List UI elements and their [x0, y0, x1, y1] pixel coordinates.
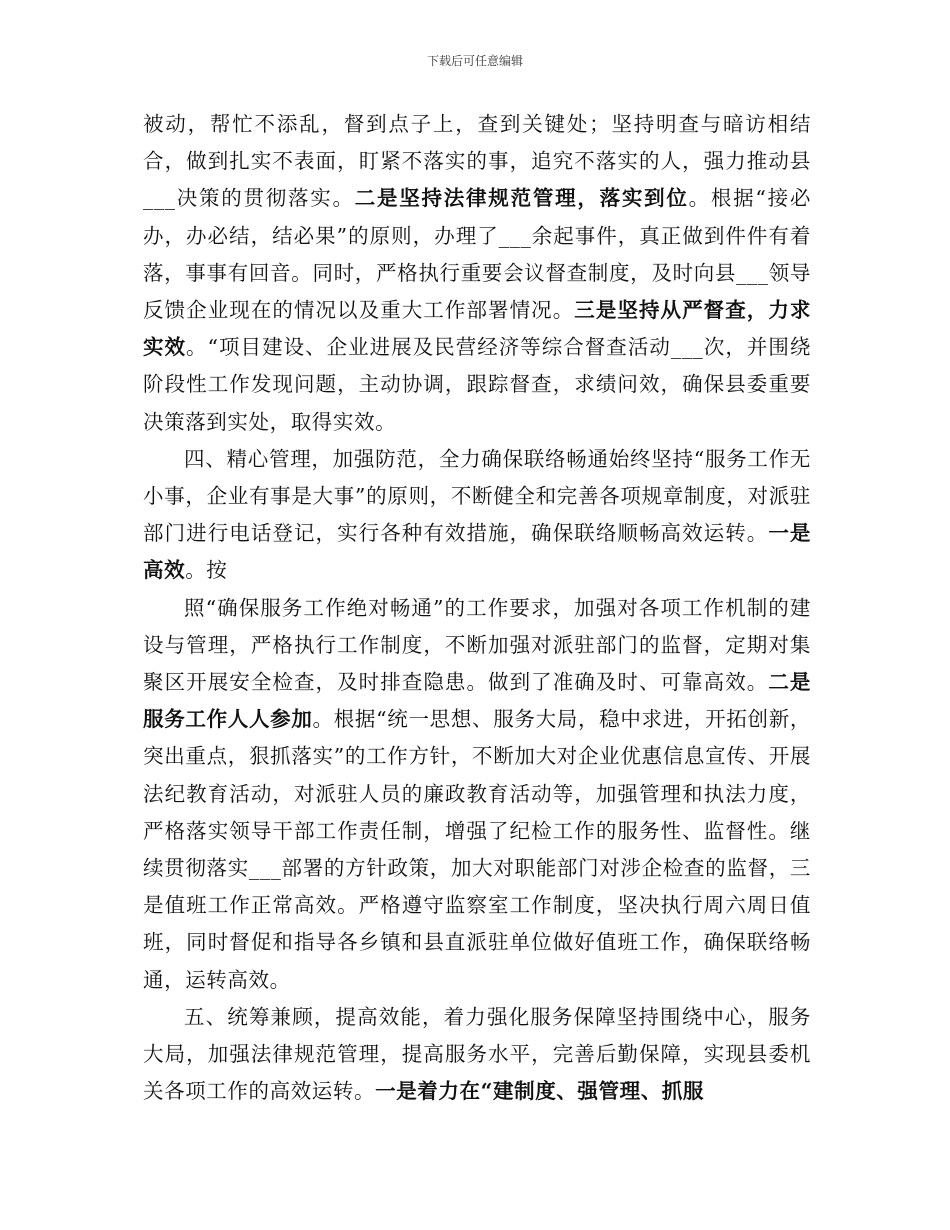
paragraph-text: 。根据“接必办，办必结，结必果”的原则，办理了___余起事件，真正做到件件有着落，事事有回音。同时，严格执行重要会议督查制度，及时向县___领导反馈企业现在的情况以及重大工作部署情况。 [143, 186, 811, 323]
page-header: 下载后可任意编辑 [426, 54, 523, 68]
paragraph-text: 。按 [185, 558, 228, 583]
paragraph-text: 五、统筹兼顾，提高效能，着力强化服务保障坚持围绕中心，服务大局，加强法律规范管理，提高服务水平，完善后勤保障，实现县委机关各项工作的高效运转。 [143, 1004, 811, 1104]
paragraph-text: 。“项目建设、企业进展及民营经济等综合督查活动___次，并围绕阶段性工作发现问题，主动协调，跟踪督查，求绩问效，确保县委重要决策落到实处，取得实效。 [143, 335, 811, 434]
paragraph-text: 。根据“统一思想、服务大局，稳中求进，开拓创新，突出重点，狠抓落实”的工作方针，不断加大对企业优惠信息宣传、开展法纪教育活动，对派驻人员的廉政教育活动等，加强管理和执法力度，严格落实领导干部工作责任制，增强了纪检工作的服务性、监督性。继续贯彻落实___部署的方针政策，加大对职能部门对涉企检查的监督，三是值班工作正常高效。严格遵守监察室工作制度，坚决执行周六周日值班，同时督促和指导各乡镇和县直派驻单位做好值班工作，确保联络畅通，运转高效。 [143, 707, 811, 992]
bold-heading-text: 三是坚持从严督查，力求实效 [143, 298, 811, 360]
bold-heading-text: 二是坚持法律规范管理，落实到位 [354, 186, 689, 211]
paragraph [143, 999, 811, 1111]
paragraph-text: 四、精心管理，加强防范，全力确保联络畅通始终坚持“服务工作无小事，企业有事是大事”的原则，不断健全和完善各项规章制度，对派驻部门进行电话登记，实行各种有效措施，确保联络顺畅高效运转。 [143, 446, 811, 546]
paragraph [143, 441, 811, 590]
paragraph-text: 被动，帮忙不添乱，督到点子上，查到关键处；坚持明查与暗访相结合，做到扎实不表面，盯紧不落实的事，追究不落实的人，强力推动县___决策的贯彻落实。 [143, 112, 811, 211]
paragraph [143, 106, 811, 441]
bold-heading-text: 二是服务工作人人参加 [143, 670, 811, 732]
bold-heading-text: 一是高效 [143, 521, 811, 583]
bold-heading-text: 一是着力在“建制度、强管理、抓服 [375, 1079, 704, 1104]
paragraph [143, 590, 811, 999]
document-body [143, 106, 811, 1110]
paragraph-text: 照“确保服务工作绝对畅通”的工作要求，加强对各项工作机制的建设与管理，严格执行工作制度，不断加强对派驻部门的监督，定期对集聚区开展安全检查，及时排查隐患。做到了准确及时、可靠高效。 [143, 595, 811, 695]
